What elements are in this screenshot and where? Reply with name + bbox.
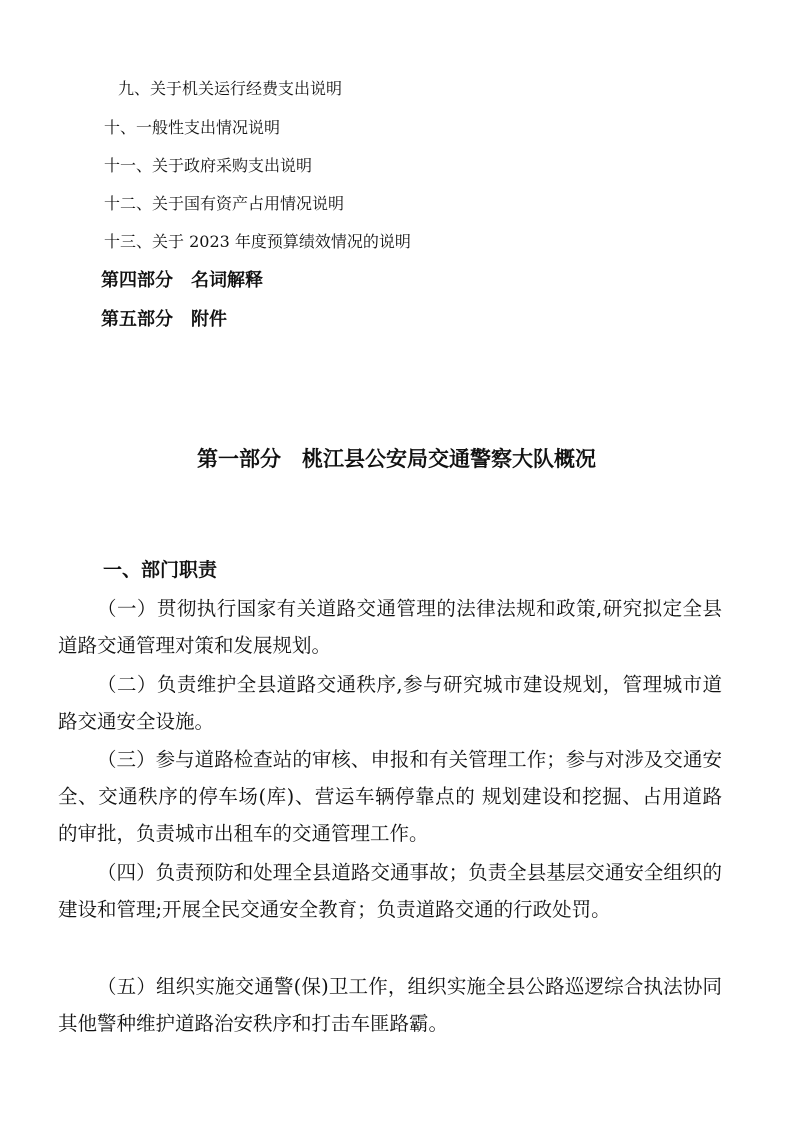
duty-paragraph-2: （二）负责维护全县道路交通秩序,参与研究城市建设规划，管理城市道路交通安全设施。 [58, 673, 722, 733]
section-title-duties: 一、部门职责 [103, 559, 218, 581]
toc-item-11: 十一、关于政府采购支出说明 [104, 156, 313, 175]
duty-paragraph-5: （五）组织实施交通警(保)卫工作，组织实施全县公路巡逻综合执法协同其他警种维护道路治安秩序和打击车匪路霸。 [58, 975, 722, 1035]
toc-item-13: 十三、关于 2023 年度预算绩效情况的说明 [104, 232, 411, 251]
duty-paragraph-3: （三）参与道路检查站的审核、申报和有关管理工作；参与对涉及交通安全、交通秩序的停车场(库)、营运车辆停靠点的 规划建设和挖掘、占用道路的审批，负责城市出租车的交通管理工作。 [58, 748, 722, 845]
part-one-heading: 第一部分 桃江县公安局交通警察大队概况 [197, 447, 596, 471]
toc-part-5: 第五部分 附件 [101, 309, 227, 330]
toc-item-9: 九、关于机关运行经费支出说明 [118, 79, 343, 98]
toc-part-4: 第四部分 名词解释 [101, 270, 263, 291]
duty-paragraph-1: （一）贯彻执行国家有关道路交通管理的法律法规和政策,研究拟定全县道路交通管理对策和发展规划。 [58, 597, 722, 657]
duty-paragraph-4: （四）负责预防和处理全县道路交通事故；负责全县基层交通安全组织的建设和管理;开展全民交通安全教育；负责道路交通的行政处罚。 [58, 861, 722, 921]
toc-item-10: 十、一般性支出情况说明 [104, 118, 281, 137]
toc-item-12: 十二、关于国有资产占用情况说明 [104, 194, 345, 213]
